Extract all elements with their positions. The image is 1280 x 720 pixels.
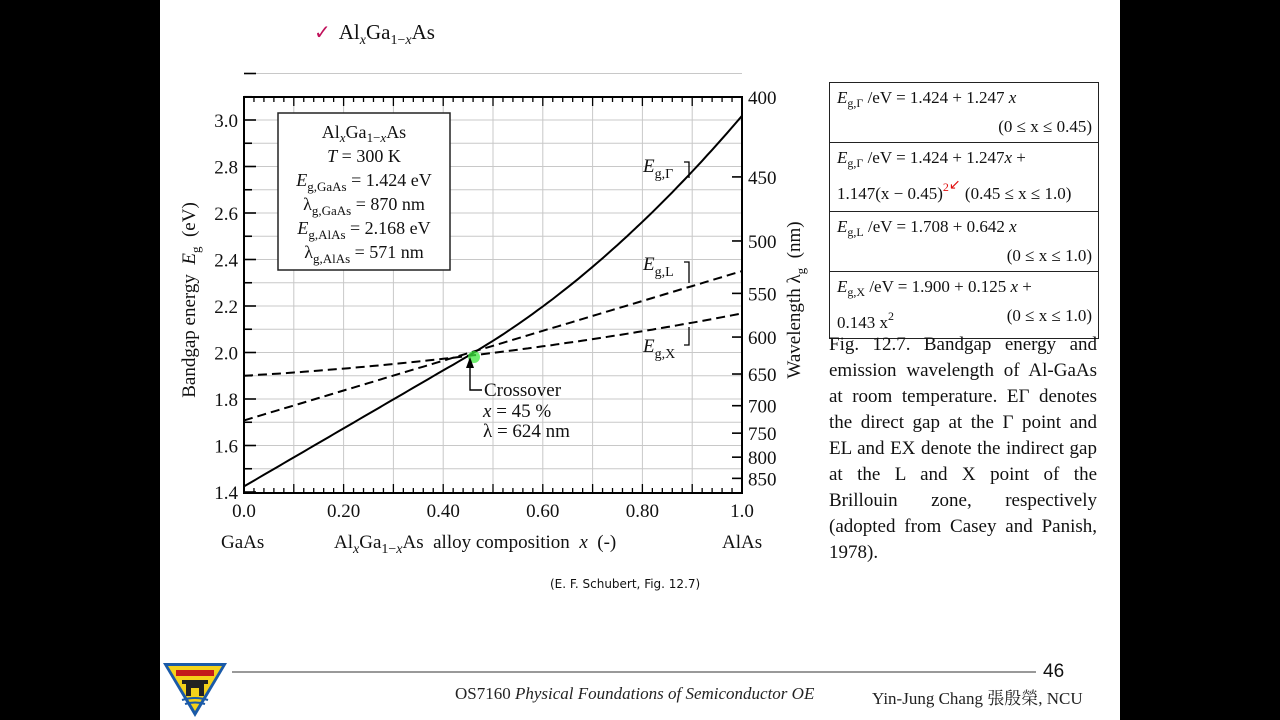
svg-text:Eg,L: $E_{g,L}$ [643,254,674,280]
footer-course: OS7160 Physical Foundations of Semiconductor OE [455,684,815,703]
svg-text:λg,GaAs = 870 nm: $\lambda_{g,GaAs} = 870$ nm [303,194,425,218]
svg-text:400: 400 [748,87,777,109]
svg-text:0.80: 0.80 [625,501,660,522]
svg-text:750: 750 [748,424,777,446]
svg-text:2.6: 2.6 [214,204,238,225]
university-logo [162,662,228,718]
svg-text:Eg,X: $E_{g,X}$ [643,336,676,362]
svg-text:850: 850 [748,469,777,491]
footer-author: Yin-Jung Chang 張殷榮, NCU [872,689,1083,708]
svg-text:0.0: 0.0 [232,501,256,522]
svg-text:1.6: 1.6 [214,436,238,458]
svg-text:550: 550 [748,284,777,306]
svg-text:AlxGa1−xAs alloy composition: $Al_xGa_{1-}xAs$ alloy composition x (-) [334,532,617,557]
svg-text:500: 500 [748,231,777,253]
svg-text:T = 300 K: T = 300 K [327,146,401,166]
checkmark-icon: ✓ [314,22,331,44]
svg-text:λg,AlAs = 571 nm: $\lambda_{g,AlAs} = 571$ nm [304,242,424,266]
svg-text:1.0: 1.0 [730,501,754,522]
svg-text:3.0: 3.0 [214,111,238,132]
slide-title: ✓ $Al_xGa_{1-x}As$ [314,20,435,49]
svg-text:600: 600 [748,328,777,350]
footer-divider [232,671,1036,673]
svg-text:AlxGa1−xAs: $Al_xGa_{1-}xAs$ [321,122,407,145]
figure-credit: (E. F. Schubert, Fig. 12.7) [550,577,701,591]
svg-text:Crossover: Crossover [484,380,562,401]
svg-text:650: 650 [748,365,777,387]
svg-text:2.4: 2.4 [214,250,238,272]
svg-text:1.4: 1.4 [214,483,238,504]
svg-text:2.8: 2.8 [214,157,238,179]
equation-gamma-high: $E_{g,\Gamma}$ /eV = 1.424 + 1.247x + $1.147(x - 0.45)^{2↙}$ (0.45 ≤ x ≤ 1.0) [830,143,1098,212]
svg-text:800: 800 [748,448,777,470]
svg-text:0.20: 0.20 [326,501,361,522]
svg-text:AlAs: AlAs [722,532,763,553]
equation-L: $E_{g,L}$ /eV = 1.708 + 0.642 x (0 ≤ x ≤ 1.0) [830,212,1098,272]
red-arrow-icon: ↙ [948,178,961,193]
equation-X: $E_{g,X}$ /eV = 1.900 + 0.125 x + 0.143 $x^2$ (0 ≤ x ≤ 1.0) [837,277,1092,332]
svg-text:GaAs: GaAs [221,532,265,553]
svg-text:Wavelength λg (nm): Wavelength $\lambda_g$ (nm) [784,221,808,379]
equation-table [829,82,1099,339]
svg-text:0.60: 0.60 [526,501,560,522]
svg-text:0.40: 0.40 [426,501,460,522]
svg-text:2.2: 2.2 [214,297,238,318]
equation-gamma-low: $E_{g,\Gamma}$ /eV = 1.424 + 1.247 x (0 ≤ x ≤ 0.45) [830,83,1098,143]
svg-text:700: 700 [748,396,777,418]
svg-text:Bandgap energy Eg (eV): Bandgap energy $E_g$ (eV) [179,202,203,398]
svg-text:x = 45 %: x = 45 % [483,401,552,422]
svg-text:Eg,GaAs = 1.424 eV: $E_{g,GaAs} = 1.424$ eV [296,170,432,194]
figure-caption: Fig. 12.7. Bandgap energy and emission wavelength of Al-GaAs at room temperature. EΓ denotes the direct gap at the Γ point and EL and EX denote the indirect gap at the L and X point of the Brillouin zone, respectively (adopted from Casey and Panish, 1978). [829,334,1097,563]
page-number: 46 [1043,661,1065,682]
svg-text:450: 450 [748,167,777,189]
svg-text:1.8: 1.8 [214,390,238,411]
svg-text:λ = 624 nm: λ = 624 nm [483,421,570,442]
svg-text:Eg,Γ: $E_{g,\Gamma}$ [643,156,674,182]
svg-text:Eg,AlAs = 2.168 eV: $E_{g,AlAs} = 2.168$ eV [297,218,431,242]
svg-text:2.0: 2.0 [214,343,238,365]
